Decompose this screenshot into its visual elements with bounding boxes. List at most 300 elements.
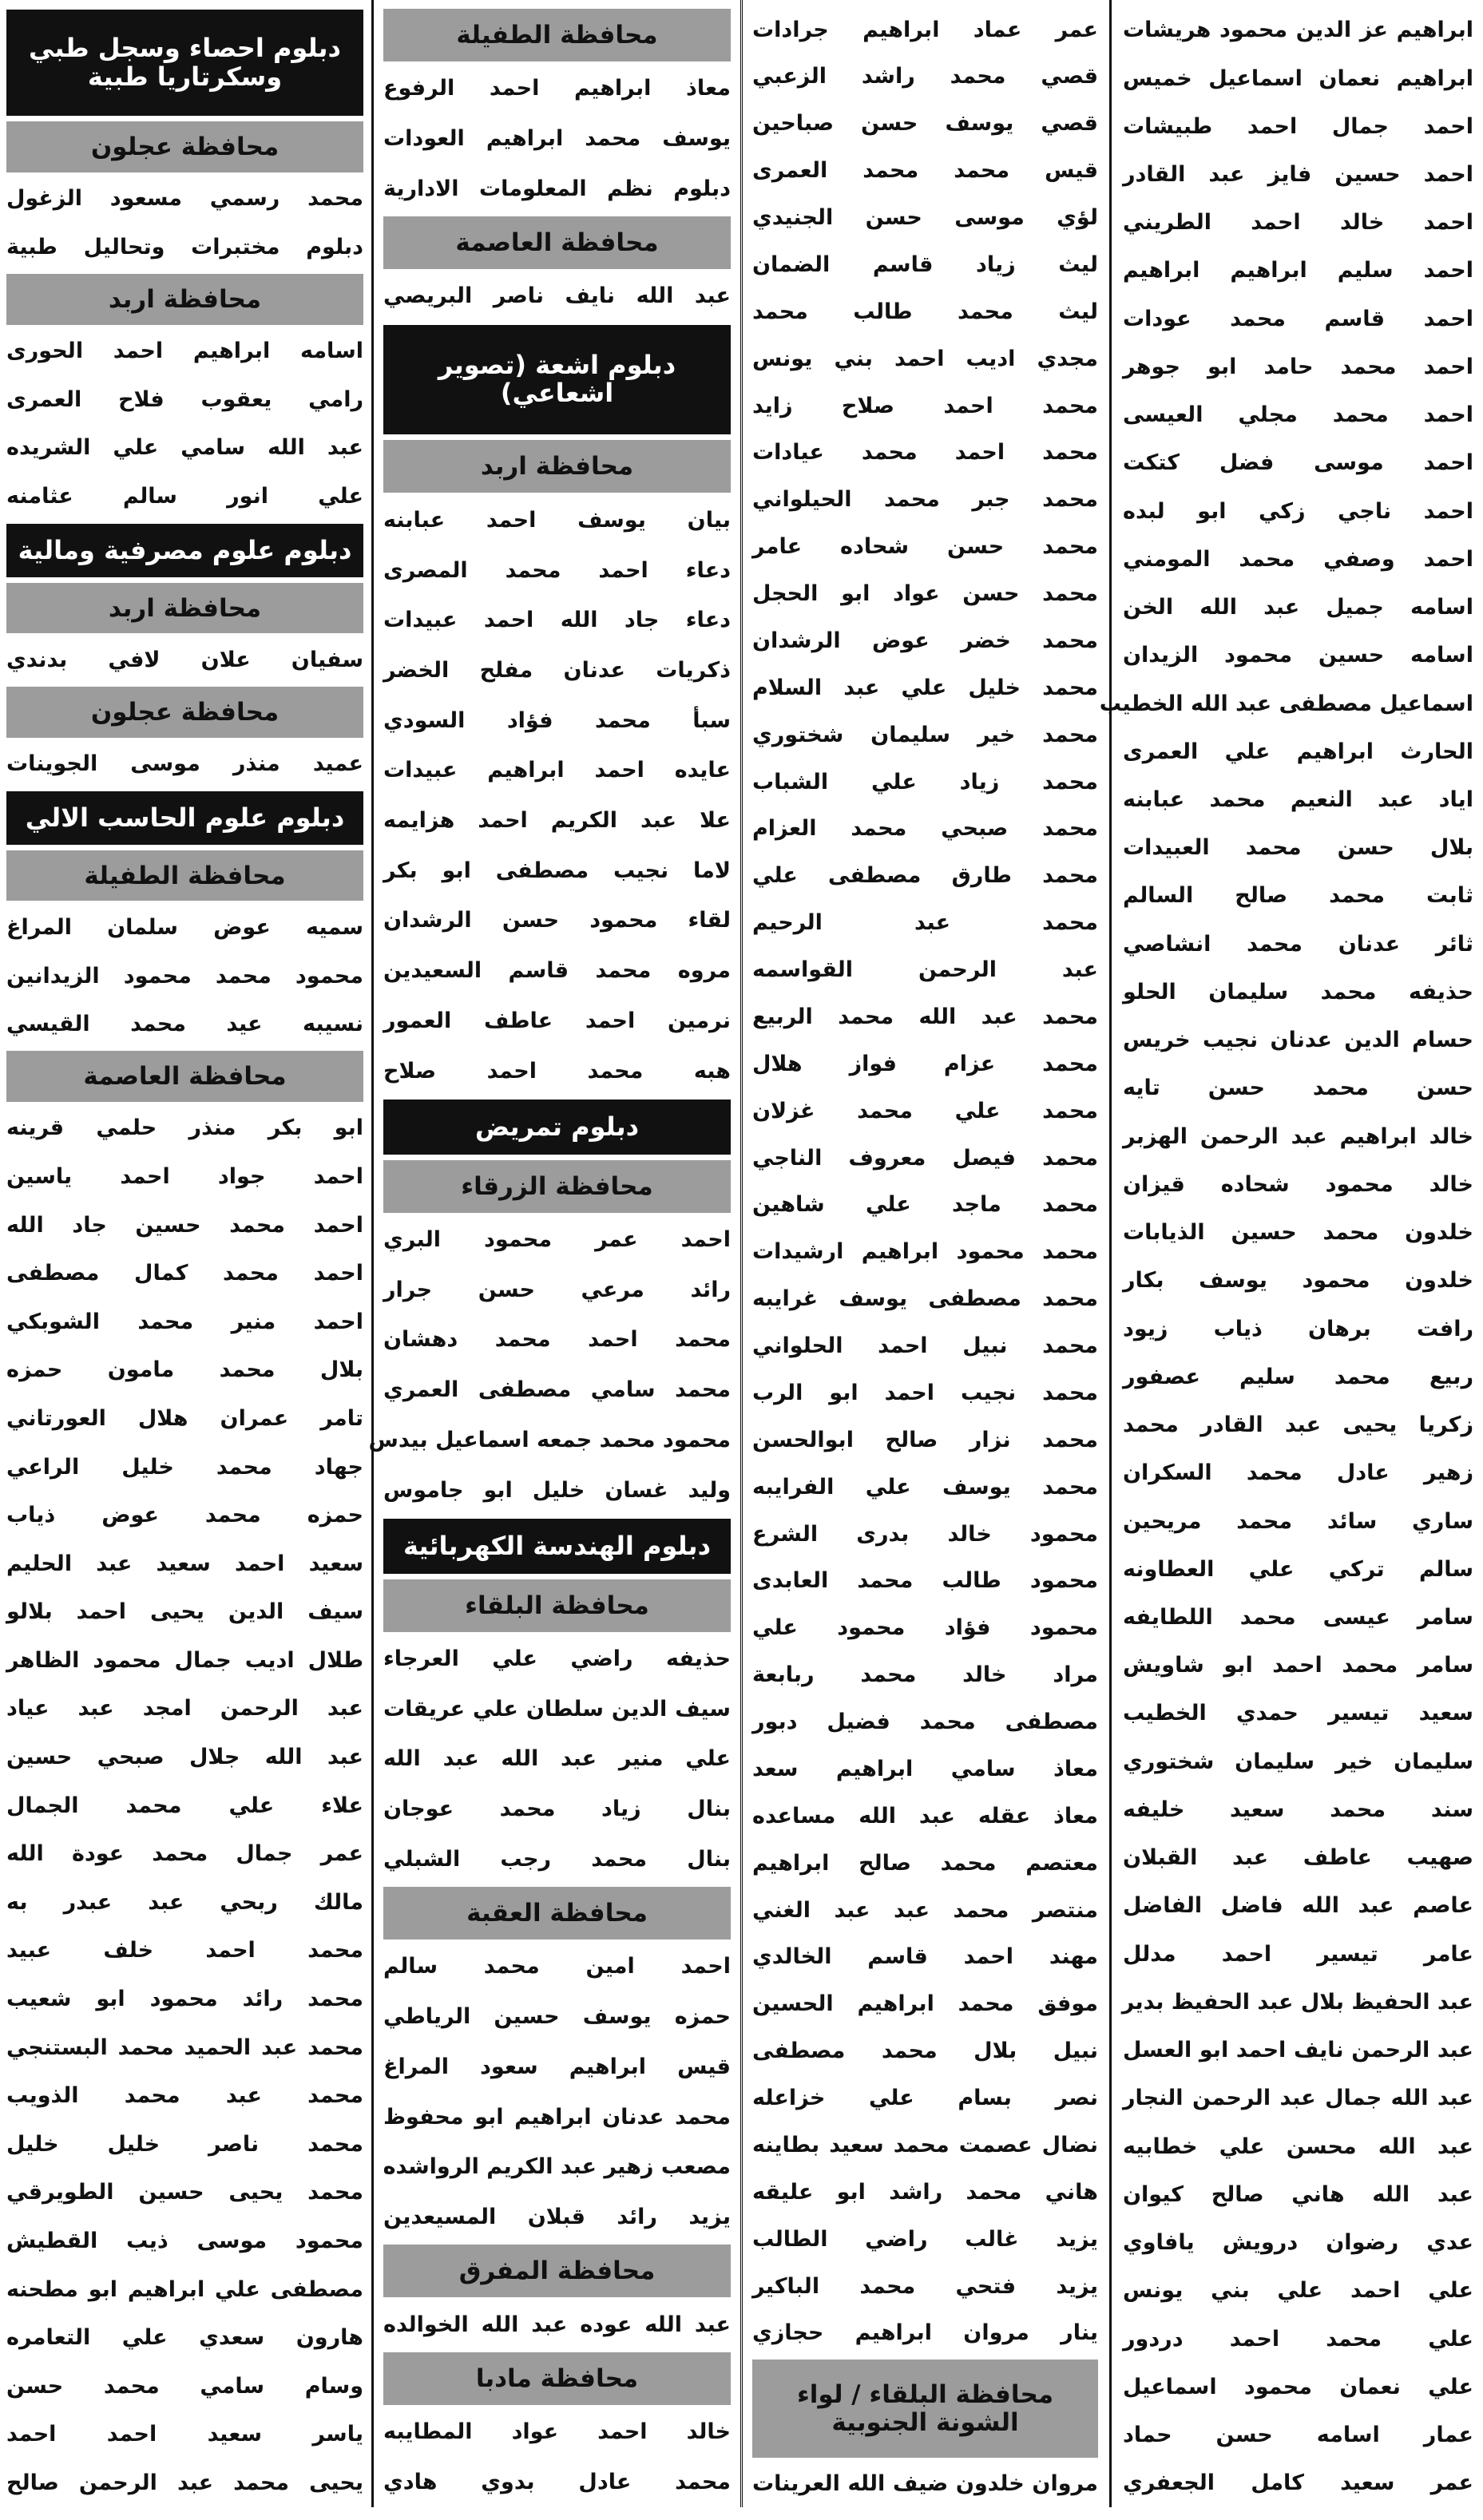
entry-text: ابو بكر منذر حلمي قرينه: [6, 1115, 363, 1141]
entry-text: محمد احمد صلاح زايد: [752, 393, 1098, 418]
name-entry: [1123, 2459, 1473, 2507]
entry-text: نبيل بلال محمد مصطفى: [752, 2039, 1098, 2064]
name-entry: [6, 1346, 363, 1395]
name-entry: [383, 1684, 731, 1734]
name-entry: [752, 2263, 1098, 2310]
name-entry: [383, 2192, 731, 2242]
name-entry: [383, 2092, 731, 2142]
name-entry: [383, 746, 731, 796]
entry-text: مصطفى علي ابراهيم ابو مطحنه: [6, 2276, 363, 2302]
entry-text: منتصر محمد عبد عبد الغني: [752, 1897, 1098, 1923]
name-entry: [6, 636, 363, 684]
name-entry: [383, 114, 731, 164]
name-entry: [1123, 824, 1473, 872]
name-entry: [752, 2310, 1098, 2357]
entry-text: اسامه جميل عبد الله الخن: [1123, 595, 1473, 620]
entry-text: محافظة المفرق: [458, 2257, 656, 2286]
entry-text: مصطفى محمد فضيل دبور: [752, 1710, 1098, 1735]
entry-text: محافظة عجلون: [90, 697, 280, 727]
entry-text: لاما نجيب مصطفى ابو بكر: [383, 858, 731, 883]
name-entry: [1123, 1979, 1473, 2027]
name-entry: [1123, 584, 1473, 632]
entry-text: احمد محمد مجلي العيسى: [1123, 402, 1473, 428]
name-entry: [752, 1558, 1098, 1605]
entry-text: عايده احمد ابراهيم عبيدات: [383, 758, 731, 783]
entry-text: علي محمد احمد دردور: [1123, 2326, 1473, 2352]
column-4: [0, 0, 374, 2507]
entry-text: مروان خلدون ضيف الله العرينات: [752, 2470, 1098, 2496]
entry-text: يوسف محمد ابراهيم العودات: [383, 126, 731, 152]
name-entry: [383, 996, 731, 1046]
governorate-heading: [6, 1051, 363, 1102]
entry-text: وسام سامي محمد حسن: [6, 2373, 363, 2399]
entry-text: نرمين احمد عاطف العمور: [383, 1008, 731, 1033]
entry-text: سبأ محمد فؤاد السودي: [383, 707, 731, 733]
name-entry: [6, 2169, 363, 2217]
entry-text: عمر عماد ابراهيم جرادات: [752, 17, 1098, 42]
name-entry: [6, 952, 363, 1000]
name-entry: [6, 1927, 363, 1975]
entry-text: قصي محمد راشد الزعبي: [752, 64, 1098, 89]
entry-text: مهند احمد قاسم الخالدي: [752, 1944, 1098, 1970]
name-entry: [383, 1465, 731, 1516]
name-entry: [752, 1652, 1098, 1699]
entry-text: ذكريات عدنان مفلح الخضر: [383, 657, 731, 683]
entry-text: سيف الدين يحيى احمد بلالو: [6, 1599, 363, 1625]
entry-text: دبلوم اشعة (تصوير اشعاعي): [438, 350, 676, 409]
entry-text: دبلوم تمريض: [474, 1111, 640, 1142]
name-entry: [6, 1104, 363, 1153]
name-entry: [752, 2460, 1098, 2507]
entry-text: ليث محمد طالب محمد: [752, 299, 1098, 324]
entry-text: احمد محمد حسين جاد الله: [6, 1212, 363, 1238]
entry-text: احمد امين محمد سالم: [383, 1954, 731, 1979]
governorate-heading: [6, 850, 363, 901]
column-1: [1099, 0, 1483, 2507]
entry-text: محمد صبحي محمد العزام: [752, 816, 1098, 842]
entry-text: محمد خير سليمان شختوري: [752, 722, 1098, 747]
entry-text: سفيان علان لافي بدندي: [6, 647, 363, 672]
entry-text: مالك ربحي عبد عبدر به: [6, 1889, 363, 1915]
entry-text: مراد خالد محمد ربابعة: [752, 1662, 1098, 1688]
name-entry: [1123, 199, 1473, 247]
name-entry: [383, 695, 731, 746]
entry-text: محمود محمد محمود الزيدانين: [6, 963, 363, 989]
entry-text: قيس ابراهيم سعود المراغ: [383, 2054, 731, 2079]
name-entry: [1123, 536, 1473, 584]
name-entry: [752, 2122, 1098, 2169]
entry-text: محافظة عجلون: [90, 133, 280, 162]
entry-text: محمد عادل بدوي هادي: [383, 2469, 731, 2494]
entry-text: عبد الله نايف ناصر البريصي: [383, 283, 731, 309]
name-entry: [752, 1182, 1098, 1229]
name-entry: [752, 571, 1098, 618]
entry-text: محافظة الزرقاء: [461, 1171, 653, 1201]
entry-text: سميه عوض سلمان المراغ: [6, 914, 363, 940]
name-entry: [752, 1745, 1098, 1793]
entry-text: محمد عبد محمد الذويب: [6, 2083, 363, 2109]
entry-text: مصعب زهير عبد الكريم الرواشده: [383, 2154, 731, 2180]
name-entry: [6, 1298, 363, 1346]
name-entry: [752, 806, 1098, 853]
program-heading: [6, 224, 363, 272]
entry-text: نسيبه عيد محمد القيسي: [6, 1012, 363, 1037]
entry-text: حسن محمد حسن تايه: [1123, 1076, 1473, 1101]
name-entry: [1123, 1737, 1473, 1785]
name-entry: [6, 375, 363, 424]
name-entry: [6, 1000, 363, 1049]
name-entry: [383, 1992, 731, 2043]
entry-text: محافظة الطفيلة: [456, 20, 658, 50]
name-entry: [368, 1415, 731, 1465]
entry-text: معاذ عقله عبد الله مساعده: [752, 1803, 1098, 1829]
name-entry: [1123, 2219, 1473, 2267]
name-entry: [752, 524, 1098, 571]
name-entry: [6, 1733, 363, 1782]
entry-text: جهاد محمد خليل الراعي: [6, 1454, 363, 1480]
name-entry: [1123, 1594, 1473, 1642]
name-entry: [752, 2169, 1098, 2216]
entry-text: اسامه ابراهيم احمد الحورى: [6, 339, 363, 364]
entry-text: محمد جبر محمد الحيلواني: [752, 487, 1098, 513]
name-entry: [1123, 2267, 1473, 2315]
name-entry: [6, 424, 363, 473]
name-entry: [1099, 680, 1473, 727]
entry-text: علي احمد علي بني يونس: [1123, 2278, 1473, 2304]
entry-text: عبد الحفيظ بلال عبد الحفيظ بدير: [1121, 1989, 1473, 2015]
entry-text: خالد محمود شحاده قيزان: [1123, 1171, 1473, 1197]
name-entry: [6, 2459, 363, 2508]
name-entry: [1123, 391, 1473, 439]
name-entry: [752, 947, 1098, 994]
name-entry: [1123, 1161, 1473, 1209]
name-entry: [752, 1887, 1098, 1934]
name-entry: [752, 382, 1098, 430]
name-entry: [1123, 2363, 1473, 2411]
name-entry: [383, 1046, 731, 1096]
diploma-heading: [6, 791, 363, 845]
name-entry: [752, 1040, 1098, 1088]
entry-text: معتصم محمد صالح ابراهيم: [752, 1850, 1098, 1876]
entry-text: احمد محمد حامد ابو جوهر: [1123, 354, 1473, 379]
entry-text: دبلوم علوم مصرفية ومالية: [18, 534, 352, 565]
entry-text: سامر عيسى محمد اللطايفه: [1123, 1605, 1473, 1630]
name-entry: [6, 1539, 363, 1588]
name-entry: [752, 2075, 1098, 2122]
name-entry: [752, 430, 1098, 477]
name-entry: [752, 1511, 1098, 1558]
entry-text: مروه محمد قاسم السعيدين: [383, 958, 731, 984]
entry-text: علي منير عبد الله عبد الله: [383, 1746, 731, 1772]
entry-text: ساري سائد محمد مريحين: [1123, 1508, 1473, 1534]
name-entry: [752, 1323, 1098, 1370]
entry-text: بنال زياد محمد عوجان: [383, 1797, 731, 1822]
entry-text: زهير عادل محمد السكران: [1123, 1460, 1473, 1486]
entry-text: احمد حسين فايز عبد القادر: [1123, 161, 1473, 187]
entry-text: عمر جمال محمد عودة الله: [6, 1841, 363, 1867]
entry-text: محمد احمد خلف عبيد: [6, 1938, 363, 1963]
entry-text: محافظة الطفيلة: [84, 861, 286, 890]
name-entry: [383, 271, 731, 322]
name-entry: [6, 1201, 363, 1250]
name-entry: [6, 2411, 363, 2459]
entry-text: محمد طارق مصطفى علي: [752, 863, 1098, 889]
entry-text: معاذ سامي ابراهيم سعد: [752, 1756, 1098, 1781]
entry-text: خالد ابراهيم عبد الرحمن الهزبر: [1123, 1123, 1473, 1149]
entry-text: هارون سعدي علي التعامره: [6, 2325, 363, 2351]
name-entry: [6, 1443, 363, 1492]
name-entry: [383, 64, 731, 114]
name-entry: [1123, 1401, 1473, 1449]
entry-text: بنال محمد رجب الشبلي: [383, 1846, 731, 1872]
name-entry: [752, 711, 1098, 759]
entry-text: محمد عدنان ابراهيم ابو محفوظ: [383, 2104, 731, 2130]
name-entry: [1123, 2122, 1473, 2170]
entry-text: الحارث ابراهيم علي العمرى: [1123, 739, 1473, 764]
entry-text: احمد جمال احمد طبيشات: [1123, 113, 1473, 139]
entry-text: محمود محمد جمعه اسماعيل بيدس: [368, 1427, 731, 1452]
name-entry: [1123, 969, 1473, 1016]
entry-text: موفق محمد ابراهيم الحسين: [752, 1991, 1098, 2017]
name-entry: [1123, 151, 1473, 199]
entry-text: نضال عصمت محمد سعيد بطاينه: [752, 2132, 1098, 2157]
name-entry: [752, 1276, 1098, 1323]
name-entry: [752, 1088, 1098, 1135]
governorate-heading: [6, 583, 363, 634]
name-entry: [6, 1394, 363, 1443]
governorate-heading: [6, 274, 363, 325]
entry-text: محمود موسى ذيب القطيش: [6, 2229, 363, 2253]
name-entry: [383, 1365, 731, 1416]
entry-text: محافظة العقبة: [466, 1898, 648, 1928]
entry-text: محمد فيصل معروف الناجي: [752, 1145, 1098, 1171]
entry-text: محمد زياد علي الشباب: [752, 769, 1098, 794]
name-entry: [383, 645, 731, 695]
name-entry: [752, 195, 1098, 242]
entry-text: احمد ناجي زكي ابو لبده: [1123, 498, 1473, 524]
entry-text: احمد خالد احمد الطريني: [1123, 210, 1473, 236]
name-entry: [752, 335, 1098, 382]
governorate-heading: [383, 1887, 731, 1940]
entry-text: عبد الله محسن علي خطابيه: [1123, 2134, 1473, 2159]
name-entry: [383, 1215, 731, 1266]
name-entry: [6, 1588, 363, 1637]
name-entry: [1123, 1930, 1473, 1978]
entry-text: محمد محمود ابراهيم ارشيدات: [752, 1239, 1098, 1265]
diploma-heading: [383, 325, 731, 435]
entry-text: عامر تيسير احمد مدلل: [1123, 1941, 1473, 1967]
name-entry: [1123, 2411, 1473, 2459]
name-entry: [383, 1834, 731, 1884]
name-entry: [383, 1942, 731, 1992]
diploma-heading: [6, 524, 363, 577]
entry-text: ربيع محمد سليم عصفور: [1123, 1364, 1473, 1389]
entry-text: سالم تركي علي العطاونه: [1123, 1556, 1473, 1582]
entry-text: سيف الدين سلطان علي عريقات: [383, 1696, 731, 1722]
name-entry: [6, 2217, 363, 2266]
name-entry: [383, 495, 731, 545]
name-entry: [383, 796, 731, 846]
name-entry: [6, 2362, 363, 2411]
name-entry: [1123, 1786, 1473, 1834]
entry-text: لؤي موسى حسن الجنيدي: [752, 205, 1098, 231]
name-entry: [752, 900, 1098, 947]
name-entry: [1123, 872, 1473, 920]
name-entry: [6, 1878, 363, 1927]
entry-text: بلال حسن محمد العبيدات: [1123, 835, 1473, 861]
entry-text: دبلوم نظم المعلومات الادارية: [383, 176, 731, 201]
name-entry: [383, 596, 731, 646]
entry-text: عدي رضوان درويش يافاوي: [1123, 2230, 1473, 2256]
governorate-heading: [6, 121, 363, 172]
governorate-heading: [383, 440, 731, 493]
name-entry: [1123, 1546, 1473, 1594]
entry-text: عبد الله هاني صالح كيوان: [1123, 2181, 1473, 2207]
entry-text: حذيفه محمد سليمان الحلو: [1123, 979, 1473, 1004]
name-entry: [383, 2407, 731, 2458]
entry-text: عبد الله جمال عبد الرحمن النجار: [1123, 2086, 1473, 2111]
diploma-heading: [383, 1519, 731, 1574]
entry-text: محمد خضر عوض الرشدان: [752, 628, 1098, 653]
entry-text: عبد الله جلال صبحي حسين: [6, 1745, 363, 1770]
entry-text: اسامه حسين محمود الزيدان: [1123, 643, 1473, 668]
entry-text: محمد حسن شحاده عامر: [752, 534, 1098, 560]
entry-text: سامر محمد احمد ابو شاويش: [1123, 1653, 1473, 1678]
entry-text: احمد جواد احمد ياسين: [6, 1163, 363, 1189]
entry-text: علاء علي محمد الجمال: [6, 1793, 363, 1818]
name-entry: [1123, 920, 1473, 968]
entry-text: بيان يوسف احمد عبابنه: [383, 507, 731, 533]
entry-text: محمد عبد الله محمد الربيع: [752, 1004, 1098, 1029]
name-entry: [6, 740, 363, 789]
name-entry: [6, 1830, 363, 1879]
name-entry: [383, 1785, 731, 1835]
entry-text: مجدي اديب احمد بني يونس: [752, 346, 1098, 371]
name-entry: [1123, 247, 1473, 295]
column-2: [743, 0, 1112, 2507]
entry-text: دبلوم الهندسة الكهربائية: [403, 1530, 711, 1561]
name-entry: [6, 1636, 363, 1685]
entry-text: محمد نزار صالح ابوالحسن: [752, 1427, 1098, 1452]
column-3: [368, 0, 743, 2507]
entry-text: محمد عزام فواز هلال: [752, 1051, 1098, 1076]
entry-text: عبد الله سامي علي الشريده: [6, 435, 363, 461]
name-entry: [752, 1934, 1098, 1981]
name-entry: [6, 1152, 363, 1201]
name-entry: [752, 664, 1098, 711]
entry-text: سند محمد سعيد خليفه: [1123, 1797, 1473, 1822]
entry-text: محمد رسمي مسعود الزغول: [6, 186, 363, 212]
entry-text: تامر عمران هلال العورتاني: [6, 1405, 363, 1431]
governorate-heading: [383, 2245, 731, 2297]
entry-text: حمزه محمد عوض ذياب: [6, 1503, 363, 1528]
entry-text: يزيد فتحي محمد الباكير: [752, 2273, 1098, 2299]
name-entry: [1123, 6, 1473, 54]
name-entry: [1123, 1642, 1473, 1690]
entry-text: محمود خالد بدرى الشرع: [752, 1521, 1098, 1547]
entry-text: رافت برهان ذياب زيود: [1123, 1316, 1473, 1341]
entry-text: ينار مروان ابراهيم حجازي: [752, 2320, 1098, 2346]
name-entry: [6, 1250, 363, 1298]
entry-text: احمد وصفي محمد المومني: [1123, 546, 1473, 572]
entry-text: عمار اسامه حسن حماد: [1123, 2422, 1473, 2447]
name-entry: [752, 1464, 1098, 1511]
entry-text: احمد قاسم محمد عودات: [1123, 306, 1473, 331]
name-entry: [383, 545, 731, 596]
name-entry: [1123, 295, 1473, 343]
entry-text: محمد يحيى حسين الطويرقي: [6, 2180, 363, 2205]
entry-text: عبد الرحمن القواسمه: [752, 957, 1098, 983]
entry-text: هاني محمد راشد ابو عليقه: [752, 2179, 1098, 2205]
entry-text: عميد منذر موسى الجوينات: [6, 751, 363, 777]
entry-text: احمد موسى فضل كتكت: [1123, 450, 1473, 476]
name-entry: [1123, 1834, 1473, 1882]
program-heading: [383, 164, 731, 214]
entry-text: ياسر سعيد احمد احمد: [6, 2422, 363, 2447]
entry-text: قيس محمد محمد العمرى: [752, 158, 1098, 184]
entry-text: محمد مصطفى يوسف غرايبه: [752, 1286, 1098, 1312]
entry-text: حذيفه راضي علي العرجاء: [383, 1646, 731, 1672]
name-entry: [6, 1975, 363, 2024]
name-entry: [383, 2300, 731, 2350]
name-entry: [752, 477, 1098, 524]
entry-text: اسماعيل مصطفى عبد الله الخطيب: [1099, 691, 1473, 716]
entry-text: سعيد تيسير حمدي الخطيب: [1123, 1701, 1473, 1726]
name-entry: [1123, 728, 1473, 776]
governorate-heading: [6, 687, 363, 738]
name-entry: [1123, 1257, 1473, 1305]
entry-text: محمد حسن عواد ابو الحجل: [752, 581, 1098, 607]
name-entry: [383, 2142, 731, 2193]
name-entry: [6, 327, 363, 376]
entry-text: خلدون محمود يوسف بكار: [1123, 1268, 1473, 1294]
entry-text: ثابت محمد صالح السالم: [1123, 883, 1473, 909]
name-entry: [6, 2314, 363, 2363]
entry-text: محمد نجيب احمد ابو الرب: [752, 1380, 1098, 1405]
governorate-heading: [383, 9, 731, 61]
name-entry: [6, 175, 363, 224]
entry-text: رائد مرعي حسن جرار: [383, 1277, 731, 1302]
name-entry: [383, 2042, 731, 2092]
entry-text: محمد نبيل احمد الحلواني: [752, 1333, 1098, 1359]
name-entry: [383, 2457, 731, 2507]
name-entry: [1123, 1016, 1473, 1064]
name-entry: [6, 2120, 363, 2169]
name-entry: [1123, 2171, 1473, 2219]
name-entry: [752, 1229, 1098, 1276]
entry-text: زكريا يحيى عبد القادر محمد: [1123, 1413, 1473, 1438]
name-entry: [6, 1685, 363, 1733]
entry-text: سليمان خير سليمان شختوري: [1123, 1749, 1473, 1774]
entry-text: محمد رائد محمود ابو شعيب: [6, 1987, 363, 2012]
entry-text: محمد علي محمد غزلان: [752, 1098, 1098, 1123]
name-entry: [1123, 102, 1473, 150]
name-entry: [1123, 776, 1473, 824]
name-entry: [6, 2265, 363, 2314]
entry-text: لقاء محمود حسن الرشدان: [383, 908, 731, 933]
entry-text: يحيى محمد عبد الرحمن صالح: [6, 2470, 363, 2495]
name-entry: [1123, 1064, 1473, 1112]
entry-text: نصر بسام علي خزاعله: [752, 2086, 1098, 2111]
entry-text: محمد خليل علي عبد السلام: [752, 675, 1098, 700]
entry-text: محمد احمد محمد دهشان: [383, 1327, 731, 1353]
name-entry: [383, 1265, 731, 1315]
name-entry: [1123, 2074, 1473, 2122]
entry-text: حسام الدين عدنان نجيب خريس: [1123, 1028, 1473, 1053]
entry-text: محافظة مادبا: [475, 2363, 639, 2393]
name-entry: [1123, 1449, 1473, 1497]
name-entry: [6, 2023, 363, 2072]
